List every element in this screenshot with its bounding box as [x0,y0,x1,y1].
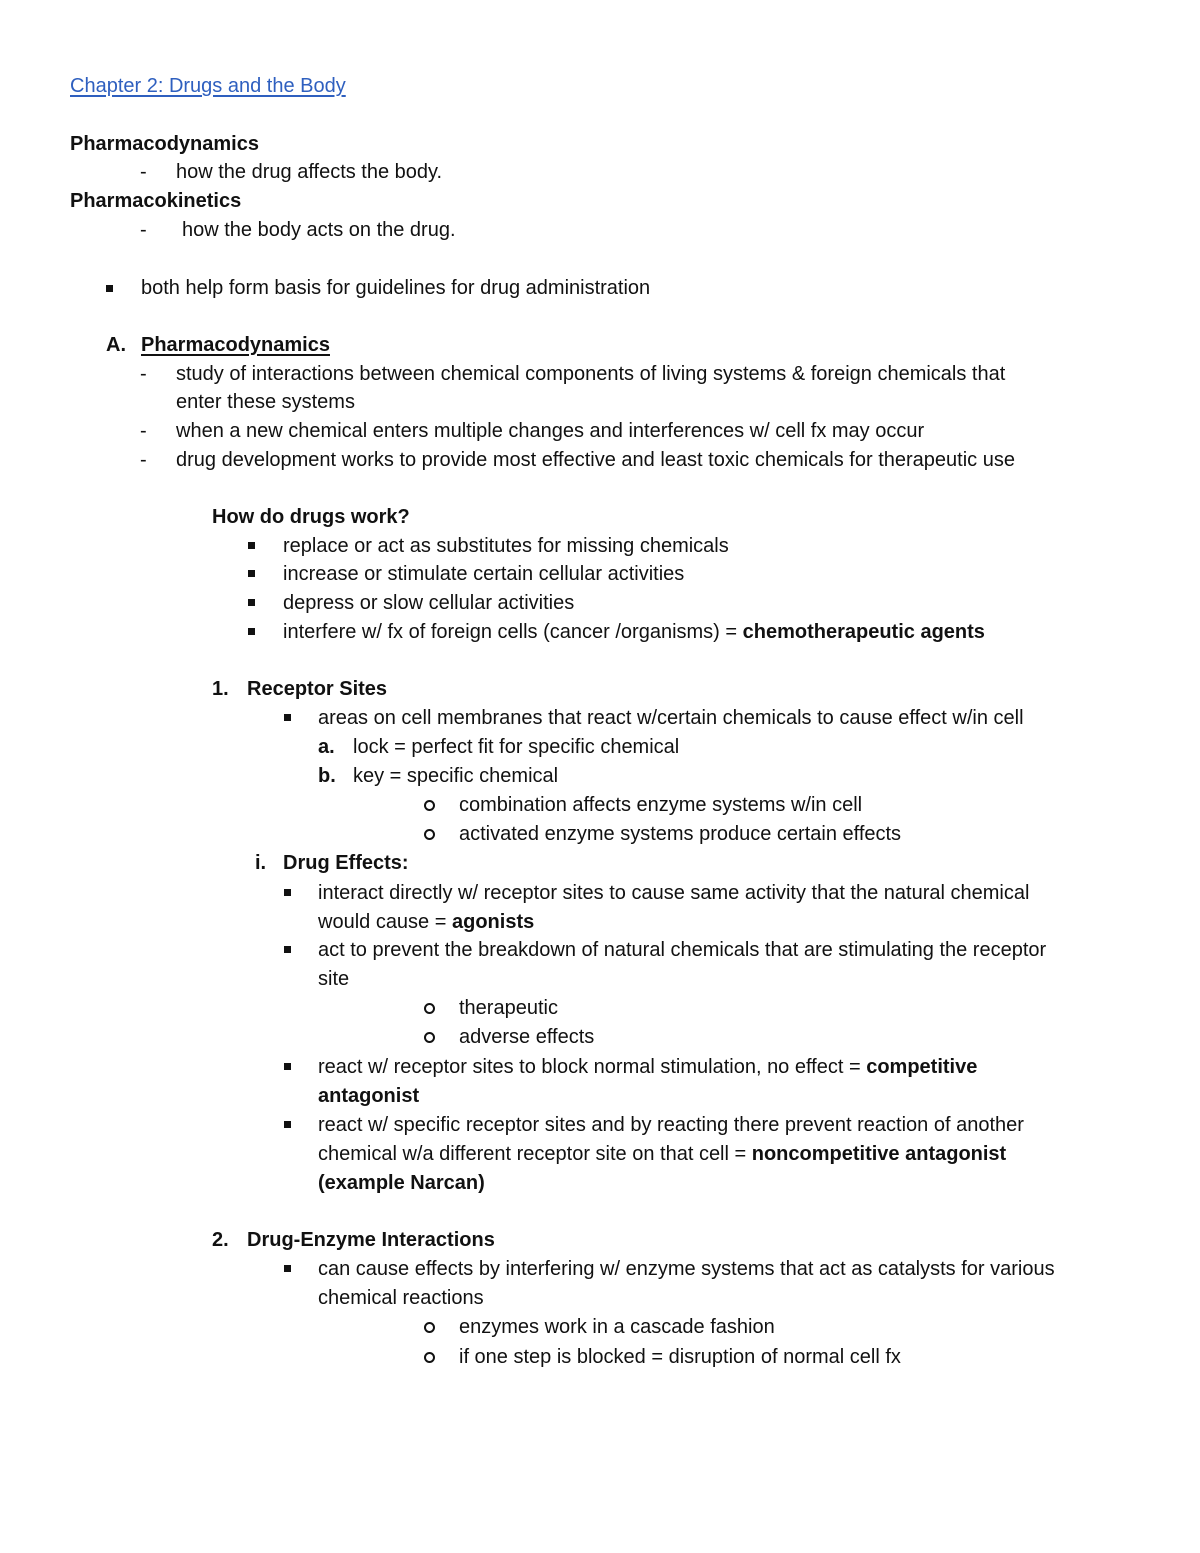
how-item-2: increase or stimulate certain cellular activities [283,563,685,585]
both-note: both help form basis for guidelines for drug administration [141,277,651,299]
enzyme-heading: Drug-Enzyme Interactions [247,1229,495,1251]
effects-4-line-3: (example Narcan) [318,1172,485,1194]
section-a-item-1-line-2: enter these systems [176,391,355,413]
effects-1-text: would cause = [318,911,452,933]
receptor-heading: Receptor Sites [247,678,388,700]
section-a-item-2: when a new chemical enters multiple changes and interferences w/ cell fx may occur [176,420,925,442]
square-bullet [248,542,255,549]
page-title: Chapter 2: Drugs and the Body [70,75,346,97]
enzyme-item-line-1: can cause effects by interfering w/ enzyme systems that act as catalysts for various [318,1258,1055,1280]
circle-bullet [424,1003,435,1014]
dash-bullet: - [140,420,147,442]
receptor-b-marker: b. [318,765,336,787]
pharmacodynamics-definition: how the drug affects the body. [176,161,443,183]
effects-4-line-1: react w/ specific receptor sites and by reacting there prevent reaction of another [318,1114,1024,1136]
receptor-item: areas on cell membranes that react w/certain chemicals to cause effect w/in cell [318,707,1024,729]
how-item-4-bold: chemotherapeutic agents [742,621,985,643]
effects-4-line-2 [318,1142,1006,1166]
effects-3-bold-2: antagonist [318,1085,420,1107]
enzyme-item-line-2: chemical reactions [318,1287,484,1309]
circle-bullet [424,1032,435,1043]
square-bullet [284,1265,291,1272]
how-item-4-text: interfere w/ fx of foreign cells (cancer /organisms) = [283,621,743,643]
pharmacokinetics-heading: Pharmacokinetics [70,190,242,212]
effects-1-line-1: interact directly w/ receptor sites to cause same activity that the natural chemical [318,882,1030,904]
dash-bullet: - [140,161,147,183]
effects-3-bold-1: competitive [866,1056,978,1078]
square-bullet [284,1063,291,1070]
effects-1-bold: agonists [451,911,535,933]
section-a-item-3: drug development works to provide most effective and least toxic chemicals for therapeutic use [176,449,1015,471]
section-a-marker: A. [106,334,126,356]
circle-bullet [424,1322,435,1333]
receptor-sub-2: activated enzyme systems produce certain effects [459,823,902,845]
pharmacodynamics-heading: Pharmacodynamics [70,133,259,155]
receptor-b-text: key = specific chemical [353,765,559,787]
circle-bullet [424,829,435,840]
square-bullet [106,285,113,292]
effects-3-line-1 [318,1055,977,1079]
effects-4-text: chemical w/a different receptor site on that cell = [318,1143,752,1165]
dash-bullet: - [140,449,147,471]
how-item-1: replace or act as substitutes for missing chemicals [283,535,729,557]
dash-bullet: - [140,219,147,241]
effects-3-text: react w/ receptor sites to block normal stimulation, no effect = [318,1056,867,1078]
section-a-heading: Pharmacodynamics [141,334,330,356]
square-bullet [284,714,291,721]
effects-2-sub-1: therapeutic [459,997,558,1019]
enzyme-sub-1: enzymes work in a cascade fashion [459,1316,775,1338]
receptor-a-text: lock = perfect fit for specific chemical [353,736,680,758]
receptor-marker: 1. [212,678,229,700]
square-bullet [248,628,255,635]
effects-4-bold: noncompetitive antagonist [751,1143,1007,1165]
effects-2-sub-2: adverse effects [459,1026,595,1048]
square-bullet [284,1121,291,1128]
enzyme-marker: 2. [212,1229,229,1251]
dash-bullet: - [140,363,147,385]
receptor-a-marker: a. [318,736,335,758]
effects-2-line-1: act to prevent the breakdown of natural chemicals that are stimulating the receptor [318,939,1047,961]
square-bullet [284,946,291,953]
square-bullet [248,570,255,577]
enzyme-sub-2: if one step is blocked = disruption of normal cell fx [459,1346,901,1368]
receptor-sub-1: combination affects enzyme systems w/in cell [459,794,863,816]
effects-heading: Drug Effects: [283,852,409,874]
effects-2-line-2: site [318,968,350,990]
how-item-3: depress or slow cellular activities [283,592,575,614]
circle-bullet [424,800,435,811]
effects-1-line-2 [318,910,534,934]
circle-bullet [424,1352,435,1363]
section-a-item-1-line-1: study of interactions between chemical components of living systems & foreign chemicals that [176,363,1006,385]
how-item-4 [283,620,985,644]
pharmacokinetics-definition: how the body acts on the drug. [182,219,456,241]
how-heading: How do drugs work? [212,506,410,528]
square-bullet [248,599,255,606]
square-bullet [284,889,291,896]
effects-marker: i. [255,852,267,874]
